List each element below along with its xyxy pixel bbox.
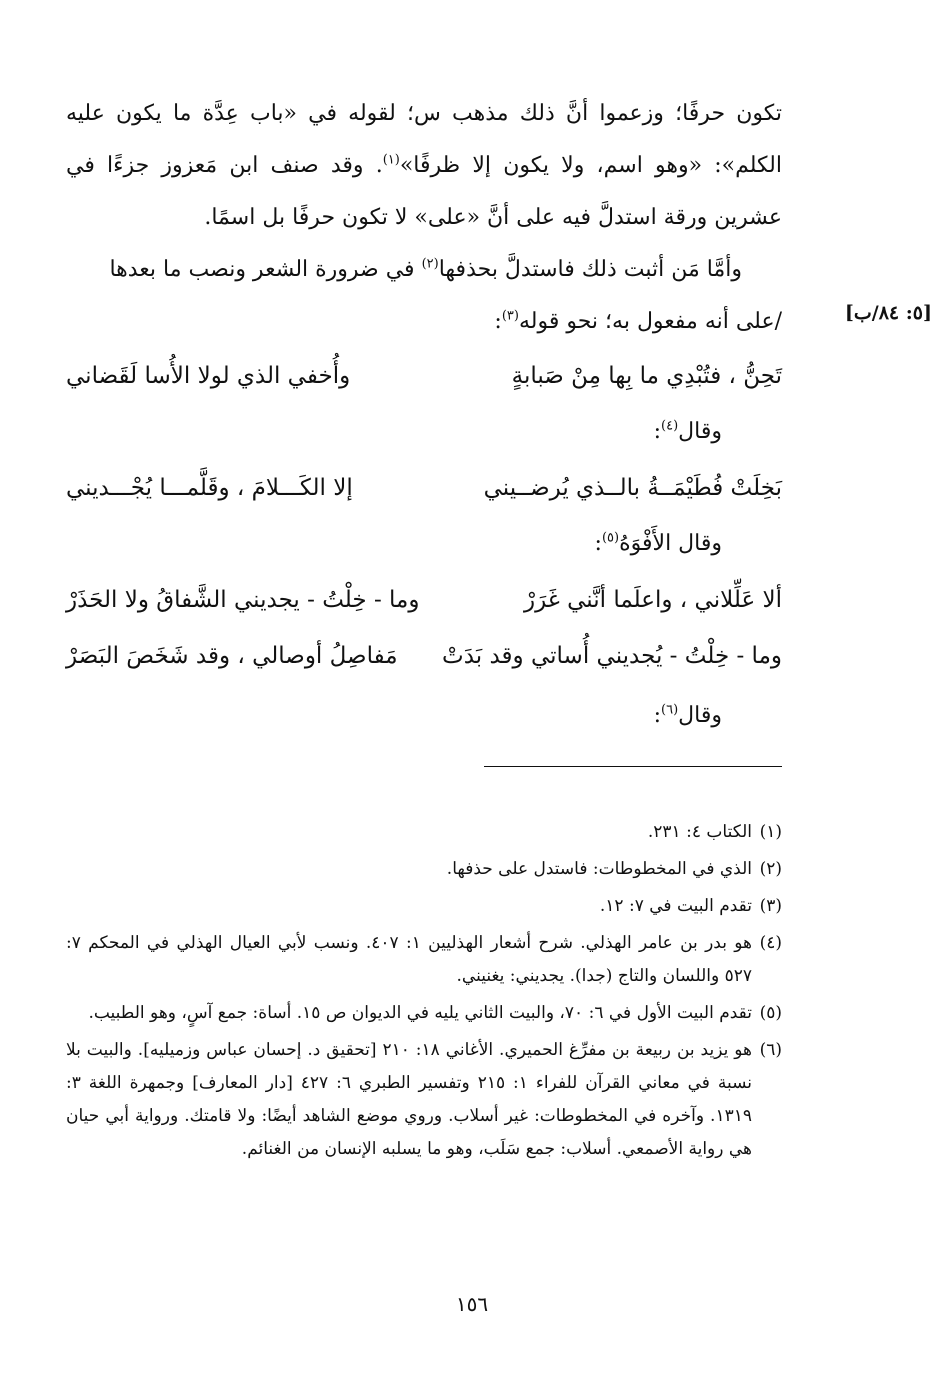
- verse-intro-1-text: وقال: [678, 419, 722, 444]
- footnote-text: تقدم البيت في ٧: ١٢.: [599, 896, 752, 916]
- verse-intro-3-text: وقال: [678, 703, 722, 728]
- footnote-text: تقدم البيت الأول في ٦: ٧٠، والبيت الثاني يليه في الديوان ص ١٥. أساة: جمع آسٍ، وهو الطبيب.: [88, 1003, 752, 1023]
- paragraph-2-line-1b: في ضرورة الشعر ونصب ما بعدها: [109, 257, 422, 282]
- paragraph-1: [66, 88, 782, 244]
- verse-4-second-hemistich: مَفاصِلُ أوصالي ، وقد شَخَصَ البَصَرْ: [66, 643, 398, 669]
- footnotes: [66, 816, 782, 1170]
- footnote-number: (٥): [759, 1003, 782, 1023]
- paragraph-2: [66, 244, 782, 296]
- paragraph-2-line-2b: :: [494, 309, 502, 334]
- footnote-ref-4: (٤): [661, 418, 679, 434]
- verse-3-first-hemistich: ألا عَلِّلاني ، واعلَما أنَّني غَرَرْ: [524, 587, 782, 613]
- paragraph-2-line-2: [66, 296, 782, 348]
- verse-intro-1: [66, 406, 722, 458]
- footnote-1: [66, 816, 782, 849]
- footnote-separator: [484, 766, 782, 767]
- verse-2-first-hemistich: بَخِلَتْ فُطَيْمَــةُ بالــذي يُرضــيني: [483, 475, 782, 501]
- footnote-ref-2: (٢): [421, 256, 439, 272]
- verse-3-second-hemistich: وما - خِلْتُ - يجديني الشَّفاقُ ولا الحَذَرْ: [66, 587, 420, 613]
- footnote-2: [66, 853, 782, 886]
- verse-intro-1-colon: :: [653, 419, 662, 444]
- paragraph-2-line-2a: /على أنه مفعول به؛ نحو قوله: [518, 309, 782, 334]
- verse-4: [66, 630, 782, 682]
- footnote-number: (٦): [759, 1040, 782, 1060]
- footnote-3: [66, 890, 782, 923]
- footnote-number: (٣): [759, 896, 782, 916]
- verse-2: [66, 462, 782, 514]
- paragraph-1-line-2a: الكلم»: «وهو اسم، ولا يكون إلا ظرفًا»: [399, 153, 782, 178]
- paragraph-1-line-3: عشرين ورقة استدلَّ فيه على أنَّ «على» لا تكون حرفًا بل اسمًا.: [204, 205, 782, 230]
- verse-4-first-hemistich: وما - خِلْتُ - يُجديني أُساتي وقد بَدَتْ: [442, 643, 782, 669]
- paragraph-1-line-2b: . وقد صنف ابن مَعزوز جزءًا في: [66, 153, 383, 178]
- footnote-number: (٤): [759, 933, 782, 953]
- verse-3: [66, 574, 782, 626]
- verse-1-first-hemistich: تَحِنُّ ، فتُبْدِي ما بِها مِنْ صَبابةٍ: [511, 363, 782, 389]
- verse-1-second-hemistich: وأُخفي الذي لولا الأُسا لَقَضاني: [66, 363, 351, 389]
- footnote-ref-1: (١): [382, 152, 400, 168]
- footnote-text: هو بدر بن عامر الهذلي. شرح أشعار الهذليين ١: ٤٠٧. ونسب لأبي العيال الهذلي في المحكم ٧: ٥٢٧ واللسان والتاج (جدا). يجديني: يغنيني.: [66, 933, 752, 986]
- verse-2-second-hemistich: إلا الكَـــلامَ ، وقَلَّمـــا يُجْـــديني: [66, 475, 353, 501]
- page-number: ١٥٦: [455, 1292, 489, 1316]
- footnote-number: (٢): [759, 859, 782, 879]
- footnote-text: الكتاب ٤: ٢٣١.: [647, 822, 752, 842]
- footnote-5: [66, 997, 782, 1030]
- footnote-ref-6: (٦): [661, 702, 679, 718]
- verse-intro-2-colon: :: [594, 531, 602, 556]
- verse-intro-3: [66, 690, 722, 742]
- footnote-4: [66, 927, 782, 993]
- verse-intro-2: [66, 518, 722, 570]
- paragraph-2-line-1a: وأمَّا مَن أثبت ذلك فاستدلَّ بحذفها: [438, 257, 742, 282]
- footnote-number: (١): [759, 822, 782, 842]
- footnote-text: هو يزيد بن ربيعة بن مفرِّغ الحميري. الأغاني ١٨: ٢١٠ [تحقيق د. إحسان عباس وزميليه]. والبيت بلا نسبة في معاني القرآن للفراء ١: ٢١٥ وتفسير الطبري ٦: ٤٢٧ [دار المعارف] وجمهرة اللغة ٣: ١٣١٩. وآخره في المخطوطات: غير أسلاب. وروي موضع الشاهد أيضًا: ولا قامتك. ورواية أبي حيان هي رواية الأصمعي. أسلاب: جمع سَلَب، وهو ما يسلبه الإنسان من الغنائم.: [66, 1040, 752, 1159]
- footnote-ref-5: (٥): [601, 530, 620, 546]
- verse-intro-3-colon: :: [653, 703, 662, 728]
- footnote-text: الذي في المخطوطات: فاستدل على حذفها.: [446, 859, 752, 879]
- footnote-6: [66, 1034, 782, 1166]
- verse-intro-2-text: وقال الأَفْوَهُ: [619, 531, 722, 556]
- verse-1: [66, 350, 782, 402]
- manuscript-folio-marker: [٥: ٨٤/ب]: [844, 302, 932, 324]
- footnote-ref-3: (٣): [501, 308, 519, 324]
- paragraph-1-line-1: تكون حرفًا؛ وزعموا أنَّ ذلك مذهب س؛ لقوله في «باب عِدَّة ما يكون عليه: [66, 101, 782, 126]
